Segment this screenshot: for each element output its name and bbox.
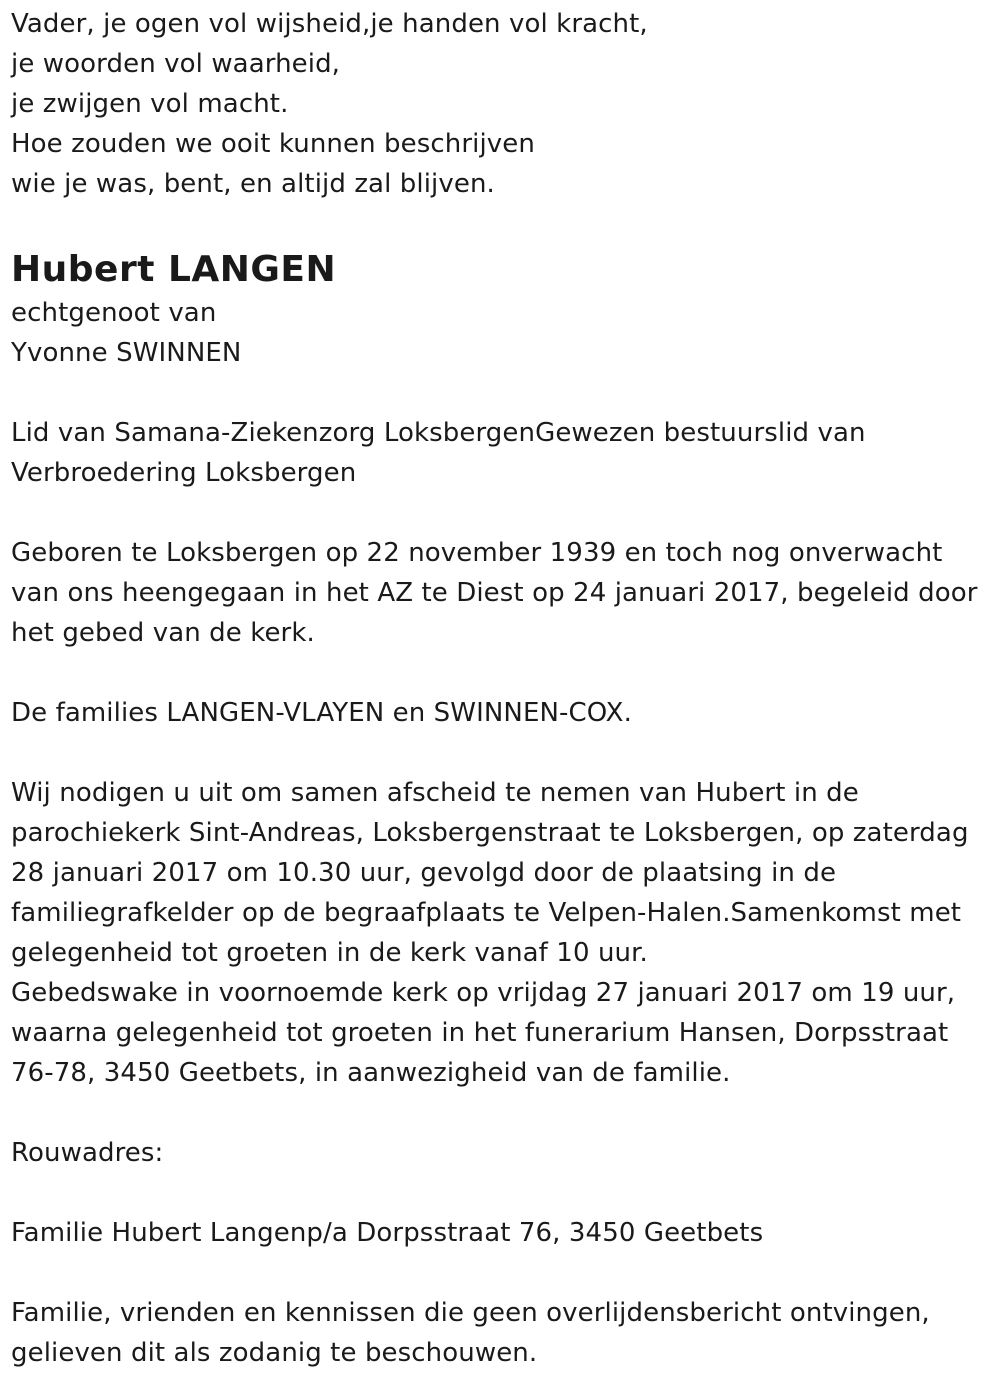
paragraph-line: 76-78, 3450 Geetbets, in aanwezigheid van de familie. xyxy=(11,1058,731,1088)
paragraph-line: Geboren te Loksbergen op 22 november 1939 en toch nog onverwacht xyxy=(11,538,943,568)
paragraph-line: gelieven dit als zodanig te beschouwen. xyxy=(11,1338,538,1368)
spacer xyxy=(11,493,991,533)
paragraph-line: Familie, vrienden en kennissen die geen overlijdensbericht ontvingen, xyxy=(11,1298,930,1328)
membership-line: Lid van Samana-Ziekenzorg LoksbergenGewezen bestuurslid van xyxy=(11,418,866,448)
deceased-name: Hubert LANGEN xyxy=(11,249,337,290)
poem-line: wie je was, bent, en altijd zal blijven. xyxy=(11,169,495,199)
poem-line: Vader, je ogen vol wijsheid,je handen vol kracht, xyxy=(11,9,648,39)
families-text: De families LANGEN-VLAYEN en SWINNEN-COX. xyxy=(11,698,632,728)
address-text: Familie Hubert Langenp/a Dorpsstraat 76, 3450 Geetbets xyxy=(11,1218,764,1248)
birth-death-paragraph xyxy=(11,533,991,653)
spacer xyxy=(11,1093,991,1133)
poem-line: je woorden vol waarheid, xyxy=(11,49,341,79)
relation-text: echtgenoot van xyxy=(11,298,217,328)
spouse-name: Yvonne SWINNEN xyxy=(11,338,242,368)
paragraph-line: Wij nodigen u uit om samen afscheid te nemen van Hubert in de xyxy=(11,778,859,808)
poem-line: Hoe zouden we ooit kunnen beschrijven xyxy=(11,129,535,159)
obituary-document xyxy=(11,4,991,1373)
ceremony-paragraph xyxy=(11,773,991,1093)
spacer xyxy=(11,204,991,244)
paragraph-line: van ons heengegaan in het AZ te Diest op 24 januari 2017, begeleid door xyxy=(11,578,978,608)
closing-paragraph xyxy=(11,1293,991,1373)
spacer xyxy=(11,373,991,413)
spacer xyxy=(11,1173,991,1213)
membership-line: Verbroedering Loksbergen xyxy=(11,458,357,488)
memberships xyxy=(11,413,991,493)
spacer xyxy=(11,1253,991,1293)
paragraph-line: familiegrafkelder op de begraafplaats te Velpen-Halen.Samenkomst met xyxy=(11,898,962,928)
paragraph-line: 28 januari 2017 om 10.30 uur, gevolgd door de plaatsing in de xyxy=(11,858,837,888)
paragraph-line: parochiekerk Sint-Andreas, Loksbergenstraat te Loksbergen, op zaterdag xyxy=(11,818,969,848)
paragraph-line: gelegenheid tot groeten in de kerk vanaf 10 uur. xyxy=(11,938,648,968)
paragraph-line: Gebedswake in voornoemde kerk op vrijdag 27 januari 2017 om 19 uur, xyxy=(11,978,956,1008)
paragraph-line: waarna gelegenheid tot groeten in het funerarium Hansen, Dorpsstraat xyxy=(11,1018,949,1048)
poem-line: je zwijgen vol macht. xyxy=(11,89,289,119)
spacer xyxy=(11,733,991,773)
spacer xyxy=(11,653,991,693)
paragraph-line: het gebed van de kerk. xyxy=(11,618,315,648)
poem xyxy=(11,4,991,204)
address-label: Rouwadres: xyxy=(11,1138,164,1168)
